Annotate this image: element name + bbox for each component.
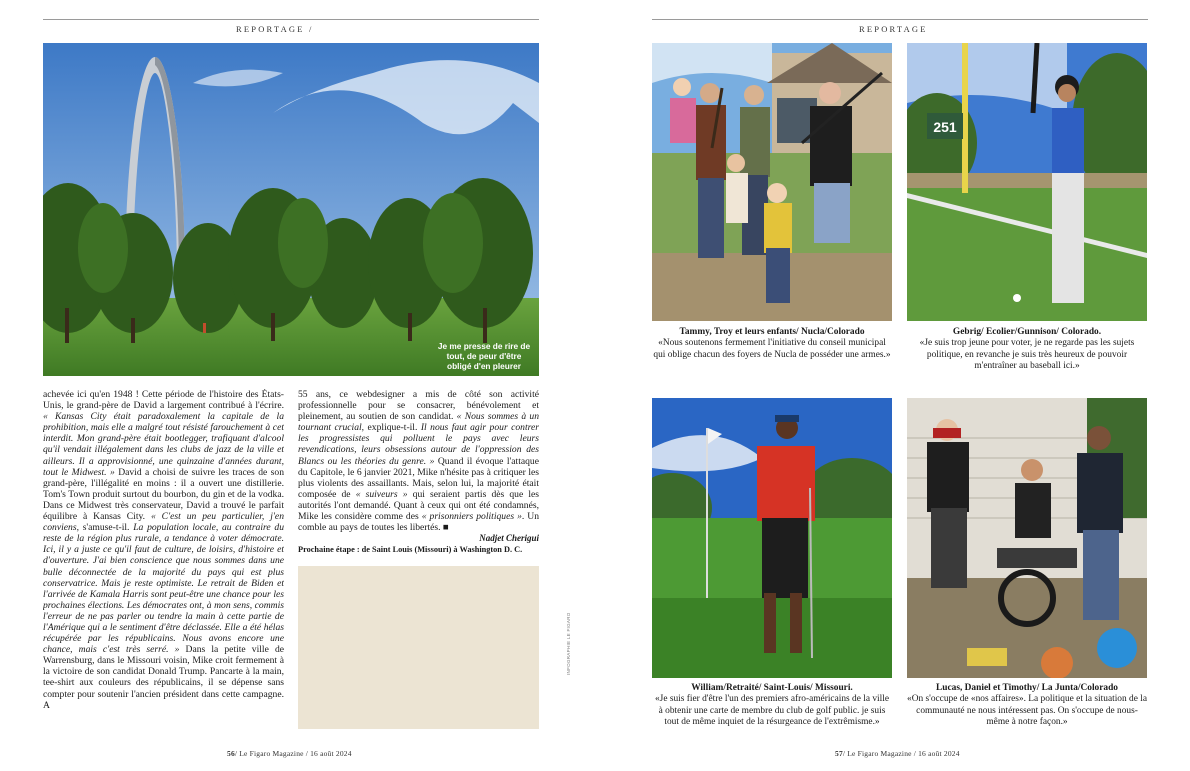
folio-left <box>227 749 352 758</box>
col2-run: « prisonniers politiques » <box>421 511 522 523</box>
top-rule-right <box>652 19 1148 20</box>
col2-run: . Un comble au pays de toutes les libertés. ■ <box>298 511 539 534</box>
col2-run: Quand il évoque l'attaque du Capitole, le 6 janvier 2021, Mike n'hésite pas à critiquer les plus violents des assaillants. Mais, selon lui, la majorité était composée de <box>298 455 539 500</box>
caption-1 <box>652 327 892 361</box>
caption-4-quote: «On s'occupe de «nos affaires». La politique et la situation de la communauté ne nous intéressent pas. On s'occupe de nous-même à notre façon.» <box>907 694 1147 728</box>
caption-1-title: Tammy, Troy et leurs enfants/ Nucla/Colorado <box>679 327 865 337</box>
rubric-left: REPORTAGE / <box>236 24 314 34</box>
photo-golfer-saint-louis <box>652 398 892 678</box>
col2-run: explique-t-il. <box>367 422 421 434</box>
caption-3-quote: «Je suis fier d'être l'un des premiers afro-américains de la ville à obtenir une carte de membre du club de golf public. je suis tout de même inquiet de la résurgeance de l'extrêmisme.» <box>654 694 890 728</box>
page-number-right: 57 <box>835 749 843 758</box>
rubric-right: REPORTAGE <box>859 24 928 34</box>
caption-3 <box>652 683 892 729</box>
caption-4-title: Lucas, Daniel et Timothy/ La Junta/Colorado <box>936 683 1118 693</box>
photo-porch-la-junta <box>907 398 1147 678</box>
col2-run: « Nous sommes à un tournant crucial, <box>298 411 539 434</box>
caption-1-quote: «Nous soutenons fermement l'initiative du conseil municipal qui oblige chacun des foyers de Nucla de posséder une armes.» <box>653 338 891 360</box>
col1-run: « C'est un peu particulier, j'en conviens, <box>43 511 284 534</box>
photo-baseball-gunnison <box>907 43 1147 321</box>
folio-right <box>835 749 960 758</box>
top-rule-left <box>43 19 539 20</box>
col1-run: La population locale, au contraire du reste de la région plus rurale, a tendance à voter démocrate. Ici, il y a juste ce qu'il faut de culture, de loisirs, d'histoire et d'ouverture. J'ai bien conscience que nous sommes dans une bulle déconnectée de la majorité du pays qui est plus conservatrice. Mais je reste optimiste. Le retrait de Biden et l'arrivée de Kamala Harris sont peut-être une chance pour les prochaines élections. Les démocrates ont, à mon sens, commis l'erreur de ne pas parler ou tendre la main à cette partie de l'Amérique qui a le sentiment d'être déclassée. Elle a été hélas récupérée par les républicains. Nous avons encore une chance, mais c'est très serré. » <box>43 522 284 656</box>
infographic-placeholder <box>298 566 539 729</box>
caption-2-title: Gebrig/ Ecolier/Gunnison/ Colorado. <box>952 327 1102 337</box>
photo-gateway-arch <box>43 43 539 376</box>
infographic-credit: INFOGRAPHIE LE FIGARO <box>566 612 571 675</box>
author-signature: Nadjet Cherigui <box>479 533 539 544</box>
photo-overlay-caption: Je me presse de rire de tout, de peur d'être obligé d'en pleurer <box>437 341 531 371</box>
caption-2-quote: «Je suis trop jeune pour voter, je ne regarde pas les sujets politique, en revanche je suis très heureux de pouvoir m'entraîner au baseball ici.» <box>919 338 1135 372</box>
folio-right-text: / Le Figaro Magazine / 16 août 2024 <box>842 749 960 758</box>
col2-run: Il nous faut agir pour contrer les progressistes qui polluent le pays avec leurs revendications, leurs obsessions autour de l'oppression des Blancs ou les théories du genre. » <box>298 422 539 467</box>
sign-number-251: 251 <box>933 119 957 135</box>
page-number-left: 56 <box>227 749 235 758</box>
col2-run: 55 ans, ce webdesigner a mis de côté son activité professionnelle pour se consacrer, bénévolement et pleinement, au soutien de son candidat. <box>298 389 539 423</box>
col2-run: qui seraient partis dès que les autorités l'ont demandé. Quant à ceux qui ont été condamnés, Mike les considère comme des <box>298 488 539 523</box>
next-stage-note: Prochaine étape : de Saint Louis (Missouri) à Washington D. C. <box>298 545 523 555</box>
caption-4 <box>907 683 1147 729</box>
article-column-1 <box>43 389 284 734</box>
caption-2 <box>907 327 1147 373</box>
photo-family-nucla <box>652 43 892 321</box>
caption-3-title: William/Retraité/ Saint-Louis/ Missouri. <box>691 683 853 693</box>
col1-run: Dans la petite ville de Warrensburg, dans le Missouri voisin, Mike croit fermement à la victoire de son candidat Donald Trump. Pancarte à la main, tee-shirt aux couleurs des républicains, il se dépense sans compter pour soutenir l'ancien président dans cette campagne. A <box>43 644 284 711</box>
col1-run: achevée ici qu'en 1948 ! Cette période de l'histoire des États-Unis, le grand-père de David a largement contribué à l'écrire. <box>43 389 284 412</box>
article-column-2 <box>298 389 539 559</box>
col1-run: « Kansas City était paradoxalement la capitale de la prohibition, mais elle a malgré tout résisté farouchement à cet interdit. Mon grand-père était bootlegger, trafiquant d'alcool qu'il vendait illégalement dans les clubs de jazz de la ville et ailleurs. Il a approvisionné, une quinzaine d'années durant, tout le Midwest. » <box>43 411 284 478</box>
col1-run: David a choisi de suivre les traces de son grand-père, l'illégalité en moins : il a ouvert une distillerie. Tom's Town produit surtout du bourbon, du gin et de la vodka. Dans ce Midwest très conservateur, David a trouvé le parfait équilibre à Kansas City. <box>43 466 284 523</box>
col2-run: « suiveurs » <box>355 488 408 500</box>
folio-left-text: / Le Figaro Magazine / 16 août 2024 <box>234 749 352 758</box>
col1-run: s'amuse-t-il. <box>82 522 134 534</box>
